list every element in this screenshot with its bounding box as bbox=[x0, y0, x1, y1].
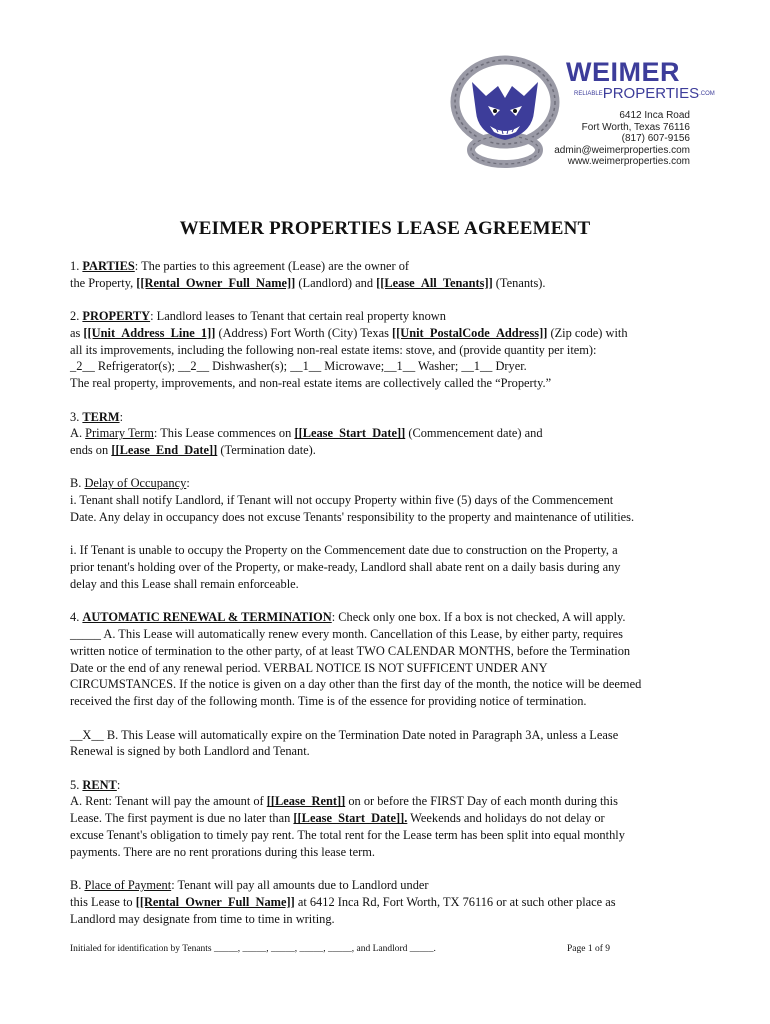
delay-colon: : bbox=[186, 476, 190, 491]
start-date-merge-field: [[Lease_Start_Date]] bbox=[294, 426, 406, 441]
property-text-2: as bbox=[70, 325, 84, 340]
payment-text-2: this Lease to bbox=[70, 894, 136, 909]
brand-sub-text: PROPERTIES bbox=[602, 85, 700, 102]
property-heading: PROPERTY bbox=[82, 309, 151, 324]
payment-text-3: at 6412 Inca Rd, Fort Worth, TX 76116 or at such other place as bbox=[294, 894, 616, 909]
section-delay bbox=[70, 475, 710, 525]
renewal-b-checkmark: __X__ bbox=[70, 727, 104, 742]
parties-line-1 bbox=[70, 259, 409, 273]
term-heading: TERM bbox=[82, 409, 120, 424]
rent-a-text-1: A. Rent: Tenant will pay the amount of bbox=[70, 794, 267, 809]
property-line-3: all its improvements, including the following non-real estate items: stove, and (provide quantity per item): bbox=[70, 342, 597, 357]
delay-label: Delay of Occupancy bbox=[84, 476, 187, 491]
rent-num: 5. bbox=[70, 777, 83, 792]
delay-heading-line bbox=[70, 476, 190, 490]
document-body bbox=[70, 258, 710, 944]
property-line-2 bbox=[70, 326, 628, 340]
term-a-prefix: A. bbox=[70, 426, 86, 441]
renewal-a-line-5: received the first day of the following month. Time is of the essence for providing notice of termination. bbox=[70, 694, 587, 709]
term-a-text-3: ends on bbox=[70, 443, 112, 458]
parties-heading: PARTIES bbox=[82, 259, 135, 273]
property-text-3: (Address) Fort Worth (City) Texas bbox=[215, 325, 393, 340]
term-a-line-2 bbox=[70, 443, 316, 457]
renewal-a-line-3: Date or the end of any renewal period. VERBAL NOTICE IS NOT SUFFICENT UNDER ANY bbox=[70, 660, 548, 675]
renewal-b-line-1 bbox=[70, 728, 618, 742]
brand-sub bbox=[574, 85, 715, 102]
delay-ii-line-2: prior tenant's holding over of the Property, or make-ready, Landlord shall abate rent on a daily basis during any bbox=[70, 560, 621, 575]
rent-a-text-4: Weekends and holidays do not delay or bbox=[407, 811, 605, 826]
term-a-line-1 bbox=[70, 426, 543, 440]
rent-a-line-3: excuse Tenant's obligation to timely pay rent. The total rent for the Lease term has been split into equal monthly bbox=[70, 828, 625, 843]
contact-block bbox=[554, 110, 690, 168]
initials-line: Initialed for identification by Tenants _____, _____, _____, _____, _____, and Landlord _____. bbox=[70, 944, 436, 954]
rent-a-line-4: payments. There are no rent prorations during this lease term. bbox=[70, 844, 375, 859]
page-footer bbox=[70, 944, 630, 954]
term-num: 3. bbox=[70, 409, 83, 424]
term-colon: : bbox=[119, 409, 124, 424]
contact-website: www.weimerproperties.com bbox=[567, 156, 690, 167]
contact-phone: (817) 607-9156 bbox=[621, 133, 690, 144]
term-a-text-2: (Commencement date) and bbox=[405, 426, 543, 441]
payment-owner-merge-field: [[Rental_Owner_Full_Name]] bbox=[135, 894, 295, 909]
payment-line-3: Landlord may designate from time to time in writing. bbox=[70, 911, 335, 926]
term-a-text-4: (Termination date). bbox=[217, 443, 316, 458]
parties-text-2: the Property, bbox=[70, 275, 137, 290]
parties-text-3: (Landlord) and bbox=[295, 275, 377, 290]
rent-a-text-3: Lease. The first payment is due no later than bbox=[70, 811, 294, 826]
rent-a-line-1 bbox=[70, 794, 618, 808]
parties-line-2 bbox=[70, 276, 546, 290]
brand-sub-suffix: .COM bbox=[699, 91, 715, 98]
section-property bbox=[70, 308, 710, 392]
section-delay-ii bbox=[70, 542, 710, 592]
delay-prefix: B. bbox=[70, 476, 85, 491]
property-text-4: (Zip code) with bbox=[547, 325, 628, 340]
renewal-b-line-2: Renewal is signed by both Landlord and Tenant. bbox=[70, 744, 310, 759]
tenants-merge-field: [[Lease_All_Tenants]] bbox=[376, 275, 493, 290]
rent-merge-field: [[Lease_Rent]] bbox=[266, 794, 346, 809]
payment-label: Place of Payment bbox=[84, 878, 172, 893]
rent-line-1 bbox=[70, 778, 120, 792]
page-number: Page 1 of 9 bbox=[567, 944, 611, 954]
section-parties bbox=[70, 258, 710, 292]
address-merge-field: [[Unit_Address_Line_1]] bbox=[83, 325, 216, 340]
weimer-logo-icon bbox=[446, 52, 564, 170]
property-line-4: _2__ Refrigerator(s); __2__ Dishwasher(s); __1__ Microwave;__1__ Washer; __1__ Dryer. bbox=[70, 359, 527, 374]
payment-prefix: B. bbox=[70, 878, 85, 893]
parties-text-1: : The parties to this agreement (Lease) are the owner of bbox=[134, 259, 410, 273]
document-title: WEIMER PROPERTIES LEASE AGREEMENT bbox=[179, 218, 591, 239]
delay-ii-line-1: i. If Tenant is unable to occupy the Property on the Commencement date due to construction on the Property, a bbox=[70, 543, 618, 558]
property-num: 2. bbox=[70, 309, 83, 324]
delay-i-line-2: Date. Any delay in occupancy does not excuse Tenants' responsibility to the property and maintenance of utilities. bbox=[70, 510, 635, 525]
section-renewal-b bbox=[70, 727, 710, 761]
renewal-b-text-1: B. This Lease will automatically expire on the Termination Date noted in Paragraph 3A, unless a Lease bbox=[103, 727, 619, 742]
term-line-1 bbox=[70, 410, 123, 424]
renewal-a-line-2: written notice of termination to the other party, of at least TWO CALENDAR MONTHS, before the Termination bbox=[70, 643, 631, 658]
payment-line-2 bbox=[70, 895, 616, 909]
section-rent bbox=[70, 777, 710, 861]
brand-block bbox=[566, 57, 715, 102]
rent-colon: : bbox=[116, 777, 121, 792]
payment-line-1 bbox=[70, 878, 429, 892]
renewal-text-1: : Check only one box. If a box is not checked, A will apply. bbox=[331, 610, 626, 625]
property-text-1: : Landlord leases to Tenant that certain real property known bbox=[150, 309, 446, 324]
contact-address: 6412 Inca Road bbox=[619, 110, 690, 121]
renewal-num: 4. bbox=[70, 610, 83, 625]
zip-merge-field: [[Unit_PostalCode_Address]] bbox=[392, 325, 548, 340]
parties-text-4: (Tenants). bbox=[492, 275, 546, 290]
renewal-a-line-4: CIRCUMSTANCES. If the notice is given on a day other than the first day of the month, the notice will be deemed bbox=[70, 677, 642, 692]
end-date-merge-field: [[Lease_End_Date]] bbox=[111, 443, 218, 458]
renewal-a-line-1: _____ A. This Lease will automatically renew every month. Cancellation of this Lease, by either party, requires bbox=[70, 627, 623, 642]
delay-ii-line-3: delay and this Lease shall remain enforceable. bbox=[70, 576, 299, 591]
section-renewal bbox=[70, 609, 710, 710]
section-payment-place bbox=[70, 877, 710, 927]
contact-email: admin@weimerproperties.com bbox=[554, 144, 690, 156]
delay-i-line-1: i. Tenant shall notify Landlord, if Tenant will not occupy Property within five (5) days of the Commencement bbox=[70, 493, 614, 508]
renewal-line-1 bbox=[70, 610, 626, 624]
contact-city: Fort Worth, Texas 76116 bbox=[581, 121, 690, 133]
rent-a-text-2: on or before the FIRST Day of each month during this bbox=[345, 794, 618, 809]
primary-term-label: Primary Term bbox=[85, 426, 154, 441]
term-a-text-1: : This Lease commences on bbox=[153, 426, 295, 441]
owner-merge-field: [[Rental_Owner_Full_Name]] bbox=[136, 275, 296, 290]
property-line-5: The real property, improvements, and non-real estate items are collectively called the “Property.” bbox=[70, 376, 552, 391]
renewal-heading: AUTOMATIC RENEWAL & TERMINATION bbox=[82, 610, 332, 625]
property-line-1 bbox=[70, 309, 446, 323]
parties-num: 1. bbox=[70, 259, 83, 273]
rent-a-line-2 bbox=[70, 811, 605, 825]
brand-name: WEIMER bbox=[566, 57, 680, 87]
brand-small: RELIABLE bbox=[574, 91, 603, 98]
rent-heading: RENT bbox=[82, 777, 117, 792]
payment-text-1: : Tenant will pay all amounts due to Landlord under bbox=[171, 878, 429, 893]
section-term bbox=[70, 409, 710, 459]
first-payment-date-merge-field: [[Lease_Start_Date]]. bbox=[293, 811, 408, 826]
